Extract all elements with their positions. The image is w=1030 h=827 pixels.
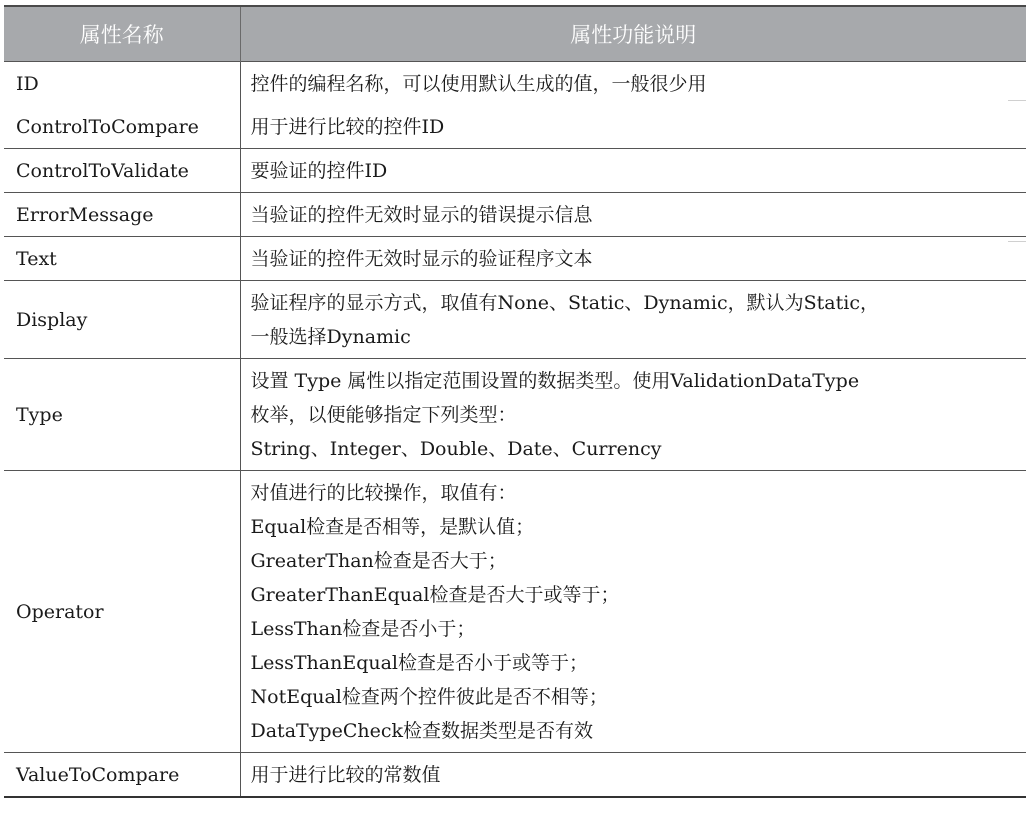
- description-line: 验证程序的显示方式，取值有None、Static、Dynamic，默认为Static，: [250, 292, 879, 314]
- table-row: [4, 471, 1026, 753]
- table-body: [4, 62, 1026, 798]
- table-row: [4, 62, 1026, 106]
- description-line: 枚举，以便能够指定下列类型：: [250, 404, 517, 426]
- property-name-cell: Operator: [4, 471, 240, 753]
- description-line: LessThanEqual检查是否小于或等于；: [250, 652, 589, 674]
- margin-rule: [1008, 241, 1026, 242]
- table-row: [4, 105, 1026, 149]
- property-name-cell: ErrorMessage: [4, 193, 240, 237]
- property-name-cell: Text: [4, 237, 240, 281]
- table-header: [4, 6, 1026, 62]
- table-row: [4, 237, 1026, 281]
- property-description-cell: [240, 753, 1026, 798]
- property-name-cell: ValueToCompare: [4, 753, 240, 798]
- description-line: 设置 Type 属性以指定范围设置的数据类型。使用ValidationDataType: [250, 370, 860, 392]
- margin-rule: [1008, 100, 1026, 101]
- table-row: [4, 359, 1026, 471]
- description-line: 一般选择Dynamic: [250, 326, 411, 348]
- header-property-description: 属性功能说明: [240, 6, 1026, 62]
- description-line: 用于进行比较的控件ID: [250, 116, 445, 138]
- description-line: 要验证的控件ID: [250, 160, 388, 182]
- table-row: [4, 281, 1026, 359]
- property-description-cell: [240, 359, 1026, 471]
- property-name-cell: ControlToCompare: [4, 105, 240, 149]
- property-name-cell: ID: [4, 62, 240, 106]
- table-row: [4, 193, 1026, 237]
- header-row: [4, 6, 1026, 62]
- property-table: [4, 5, 1026, 798]
- property-description-cell: [240, 62, 1026, 106]
- description-line: NotEqual检查两个控件彼此是否不相等；: [250, 686, 608, 708]
- description-line: 当验证的控件无效时显示的错误提示信息: [250, 204, 593, 226]
- property-name-cell: Type: [4, 359, 240, 471]
- description-line: String、Integer、Double、Date、Currency: [250, 438, 662, 460]
- description-line: GreaterThanEqual检查是否大于或等于；: [250, 584, 620, 606]
- description-line: 用于进行比较的常数值: [250, 764, 441, 786]
- header-property-name: 属性名称: [4, 6, 240, 62]
- description-line: 当验证的控件无效时显示的验证程序文本: [250, 248, 593, 270]
- table-row: [4, 753, 1026, 798]
- description-line: LessThan检查是否小于；: [250, 618, 476, 640]
- description-line: DataTypeCheck检查数据类型是否有效: [250, 720, 594, 742]
- description-line: GreaterThan检查是否大于；: [250, 550, 507, 572]
- property-description-cell: [240, 105, 1026, 149]
- description-line: 控件的编程名称，可以使用默认生成的值，一般很少用: [250, 73, 707, 95]
- description-line: 对值进行的比较操作，取值有：: [250, 482, 517, 504]
- property-description-cell: [240, 281, 1026, 359]
- property-name-cell: ControlToValidate: [4, 149, 240, 193]
- property-name-cell: Display: [4, 281, 240, 359]
- property-description-cell: [240, 149, 1026, 193]
- property-description-cell: [240, 237, 1026, 281]
- description-line: Equal检查是否相等，是默认值；: [250, 516, 535, 538]
- property-description-cell: [240, 471, 1026, 753]
- property-description-cell: [240, 193, 1026, 237]
- table-row: [4, 149, 1026, 193]
